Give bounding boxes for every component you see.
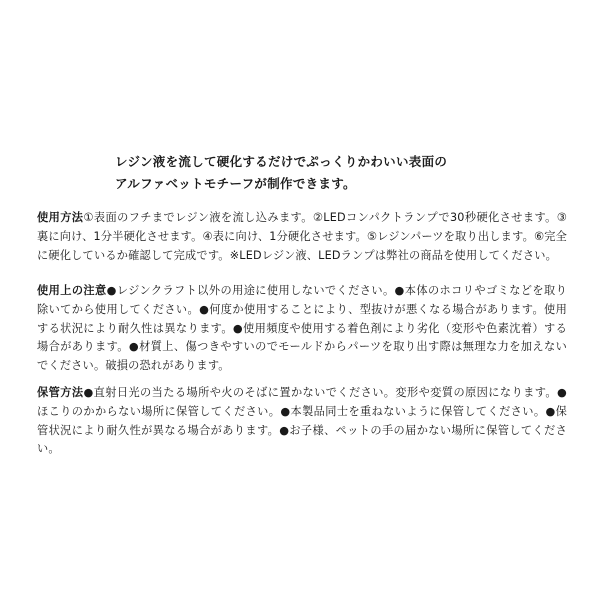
storage-heading: 保管方法 <box>37 386 84 399</box>
intro-line-2: アルファベットモチーフが制作できます。 <box>115 176 356 191</box>
intro-text <box>115 151 535 195</box>
storage-section <box>37 384 567 459</box>
storage-text: ●直射日光の当たる場所や火のそばに置かないでください。変形や変質の原因になります。●ほこりのかからない場所に保管してください。●本製品同士を重ねないように保管してください。●保管状況により耐久性が異なる場合があります。●お子様、ペットの手の届かない場所に保管してください。 <box>37 386 567 456</box>
usage-section <box>37 209 567 265</box>
usage-heading: 使用方法 <box>37 211 84 224</box>
caution-heading: 使用上の注意 <box>37 284 107 297</box>
intro-line-1: レジン液を流して硬化するだけでぷっくりかわいい表面の <box>115 154 448 169</box>
caution-section <box>37 282 567 376</box>
caution-text: ●レジンクラフト以外の用途に使用しないでください。●本体のホコリやゴミなどを取り除いてから使用してください。●何度か使用することにより、型抜けが悪くなる場合があります。使用する状況により耐久性は異なります。●使用頻度や使用する着色剤により劣化（変形や色素沈着）する場合があります。●材質上、傷つきやすいのでモールドからパーツを取り出す際は無理な力を加えないでください。破損の恐れがあります。 <box>37 284 567 373</box>
usage-text: ①表面のフチまでレジン液を流し込みます。②LEDコンパクトランプで30秒硬化させます。③裏に向け、1分半硬化させます。④表に向け、1分硬化させます。⑤レジンパーツを取り出します。⑥完全に硬化しているか確認して完成です。※LEDレジン液、LEDランプは弊社の商品を使用してください。 <box>37 211 567 262</box>
